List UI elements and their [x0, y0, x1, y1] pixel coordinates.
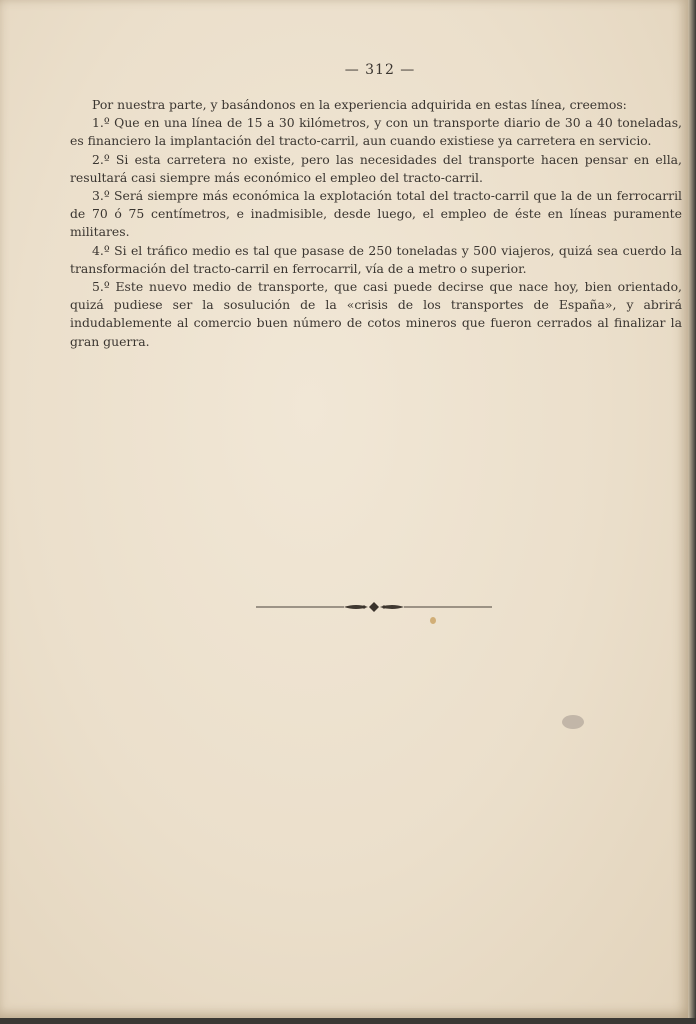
- paper-stain: [562, 715, 584, 729]
- conclusion-5-paragraph: 5.º Este nuevo medio de transporte, que casi puede decirse que nace hoy, bien orientado, quizá pudiese ser la sosulución de la «crisis de los transportes de España», y abrirá indudablemente al comercio buen número de cotos mineros que fueron cerrados al finalizar la gran guerra.: [70, 279, 682, 349]
- ornament-divider: [256, 600, 492, 614]
- conclusion-2-paragraph: 2.º Si esta carretera no existe, pero las necesidades del transporte hacen pensar en ella, resultará casi siempre más económico el empleo del tracto-carril.: [70, 151, 682, 185]
- body-text: [70, 96, 682, 351]
- conclusion-3-paragraph: 3.º Será siempre más económica la explotación total del tracto-carril que la de un ferrocarril de 70 ó 75 centímetros, e inadmisible, desde luego, el empleo de éste en líneas puramente militares.: [70, 188, 682, 240]
- conclusion-4-paragraph: 4.º Si el tráfico medio es tal que pasase de 250 toneladas y 500 viajeros, quizá sea cuerdo la transformación del tracto-carril en ferrocarril, vía de a metro o superior.: [70, 242, 682, 276]
- paper-stain: [430, 617, 436, 624]
- page-edge: [688, 0, 696, 1024]
- conclusion-1-paragraph: 1.º Que en una línea de 15 a 30 kilómetros, y con un transporte diario de 30 a 40 toneladas, es financiero la implantación del tracto-carril, aun cuando existiese ya carretera en servicio.: [70, 115, 682, 149]
- page-bottom-edge: [0, 1018, 696, 1024]
- page-number: — 312 —: [344, 62, 416, 78]
- intro-paragraph: Por nuestra parte, y basándonos en la experiencia adquirida en estas línea, creemos:: [92, 97, 627, 112]
